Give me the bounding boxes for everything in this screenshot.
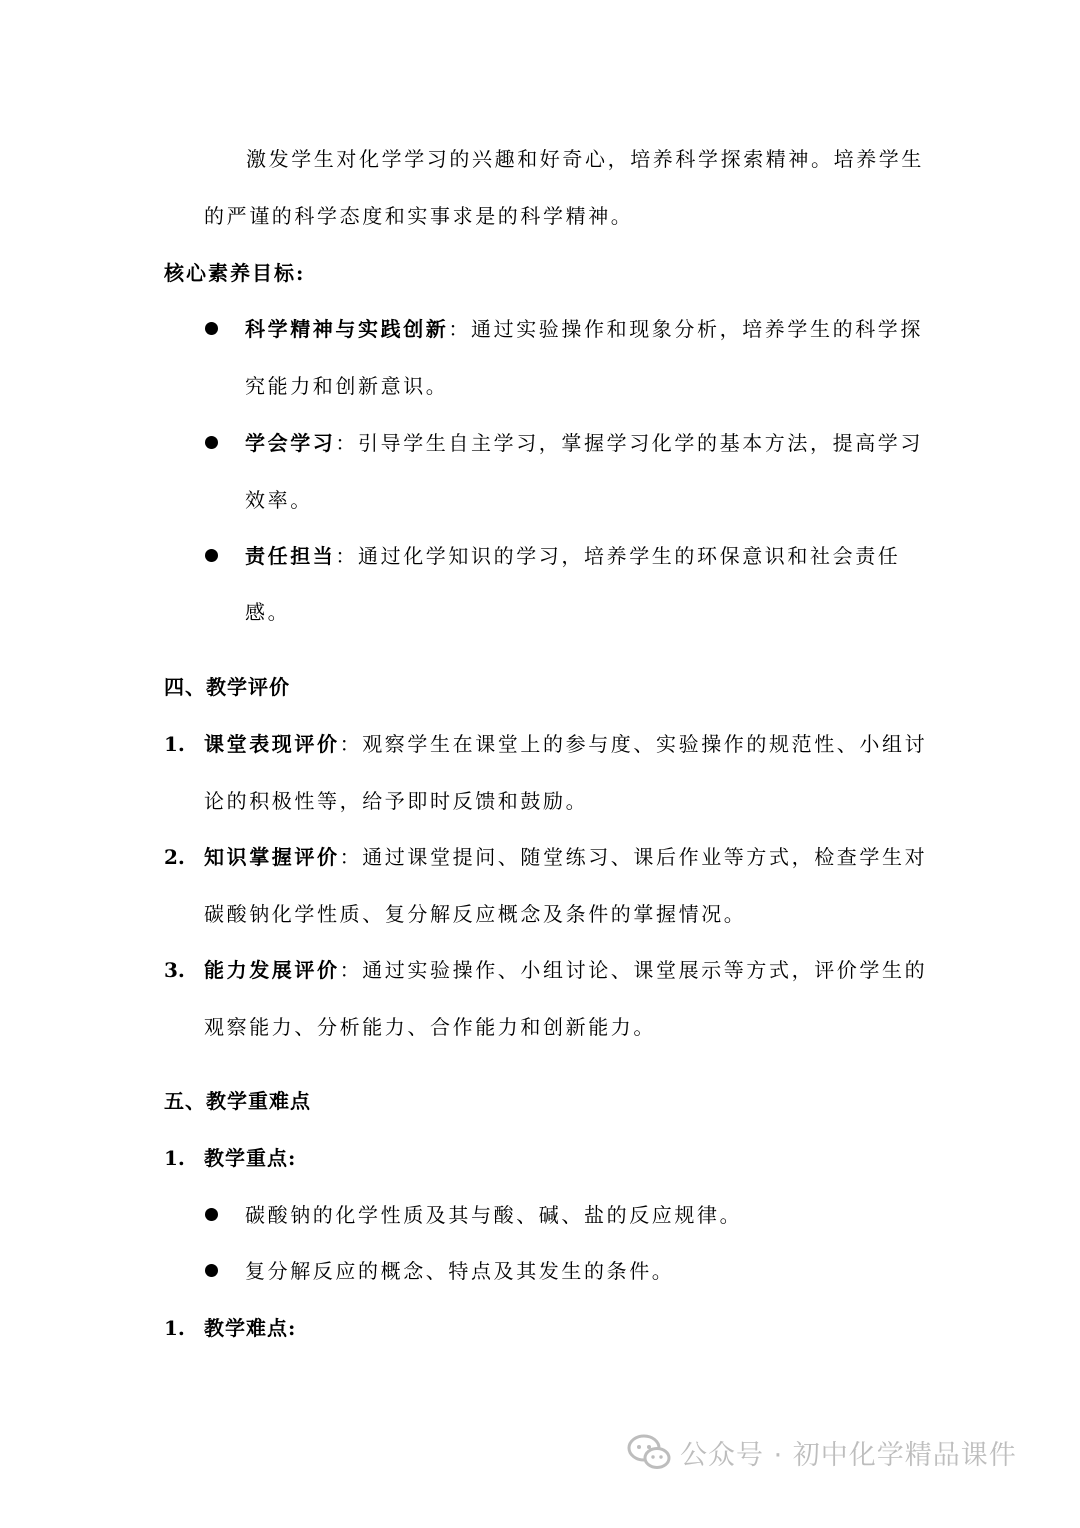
bullet-icon <box>205 436 218 449</box>
core-item-2-line-1 <box>245 429 923 457</box>
watermark-text: 公众号 · 初中化学精品课件 <box>680 1439 1017 1471</box>
difficult-points-number: 1. <box>164 1316 185 1340</box>
core-item-1-line-2: 究能力和创新意识。 <box>245 374 449 398</box>
eval-item-3-text: ：通过实验操作、小组讨论、课堂展示等方式，评价学生的 <box>339 958 928 982</box>
eval-item-2-label: 知识掌握评价 <box>204 845 340 869</box>
core-item-1-text: ：通过实验操作和现象分析，培养学生的科学探 <box>448 317 924 341</box>
section-5-title: 五、教学重难点 <box>164 1089 311 1113</box>
difficult-points-label: 教学难点: <box>204 1316 297 1340</box>
core-goals-title: 核心素养目标: <box>164 261 306 285</box>
core-item-2-line-2: 效率。 <box>245 488 313 512</box>
core-item-3-line-2: 感。 <box>245 600 291 624</box>
key-points-label: 教学重点: <box>204 1146 297 1170</box>
watermark <box>626 1428 1017 1476</box>
key-point-2: 复分解反应的概念、特点及其发生的条件。 <box>245 1259 675 1283</box>
eval-item-3-number: 3. <box>164 958 185 982</box>
core-item-3-line-1 <box>245 542 900 570</box>
intro-line-2: 的严谨的科学态度和实事求是的科学精神。 <box>204 204 634 228</box>
section-4-title: 四、教学评价 <box>164 675 290 699</box>
eval-item-3-label: 能力发展评价 <box>204 958 340 982</box>
eval-item-2-number: 2. <box>164 845 185 869</box>
core-item-2-label: 学会学习 <box>245 431 336 455</box>
eval-item-3-line-1 <box>204 956 927 984</box>
eval-item-1-number: 1. <box>164 732 185 756</box>
eval-item-2-line-1 <box>204 843 927 871</box>
key-point-1: 碳酸钠的化学性质及其与酸、碱、盐的反应规律。 <box>245 1203 743 1227</box>
bullet-icon <box>205 1208 218 1221</box>
eval-item-1-line-1 <box>204 730 927 758</box>
core-item-3-text: ：通过化学知识的学习，培养学生的环保意识和社会责任 <box>335 544 901 568</box>
eval-item-2-line-2: 碳酸钠化学性质、复分解反应概念及条件的掌握情况。 <box>204 902 747 926</box>
bullet-icon <box>205 322 218 335</box>
wechat-icon <box>626 1432 672 1472</box>
eval-item-3-line-2: 观察能力、分析能力、合作能力和创新能力。 <box>204 1015 656 1039</box>
eval-item-2-text: ：通过课堂提问、随堂练习、课后作业等方式，检查学生对 <box>339 845 928 869</box>
bullet-icon <box>205 1264 218 1277</box>
core-item-2-text: ：引导学生自主学习，掌握学习化学的基本方法，提高学习 <box>335 431 924 455</box>
eval-item-1-label: 课堂表现评价 <box>204 732 340 756</box>
bullet-icon <box>205 549 218 562</box>
core-item-1-line-1 <box>245 315 923 343</box>
core-item-1-label: 科学精神与实践创新 <box>245 317 449 341</box>
key-points-number: 1. <box>164 1146 185 1170</box>
eval-item-1-text: ：观察学生在课堂上的参与度、实验操作的规范性、小组讨 <box>339 732 928 756</box>
core-item-3-label: 责任担当 <box>245 544 336 568</box>
eval-item-1-line-2: 论的积极性等，给予即时反馈和鼓励。 <box>204 789 589 813</box>
intro-line-1: 激发学生对化学学习的兴趣和好奇心，培养科学探索精神。培养学生 <box>246 147 924 171</box>
